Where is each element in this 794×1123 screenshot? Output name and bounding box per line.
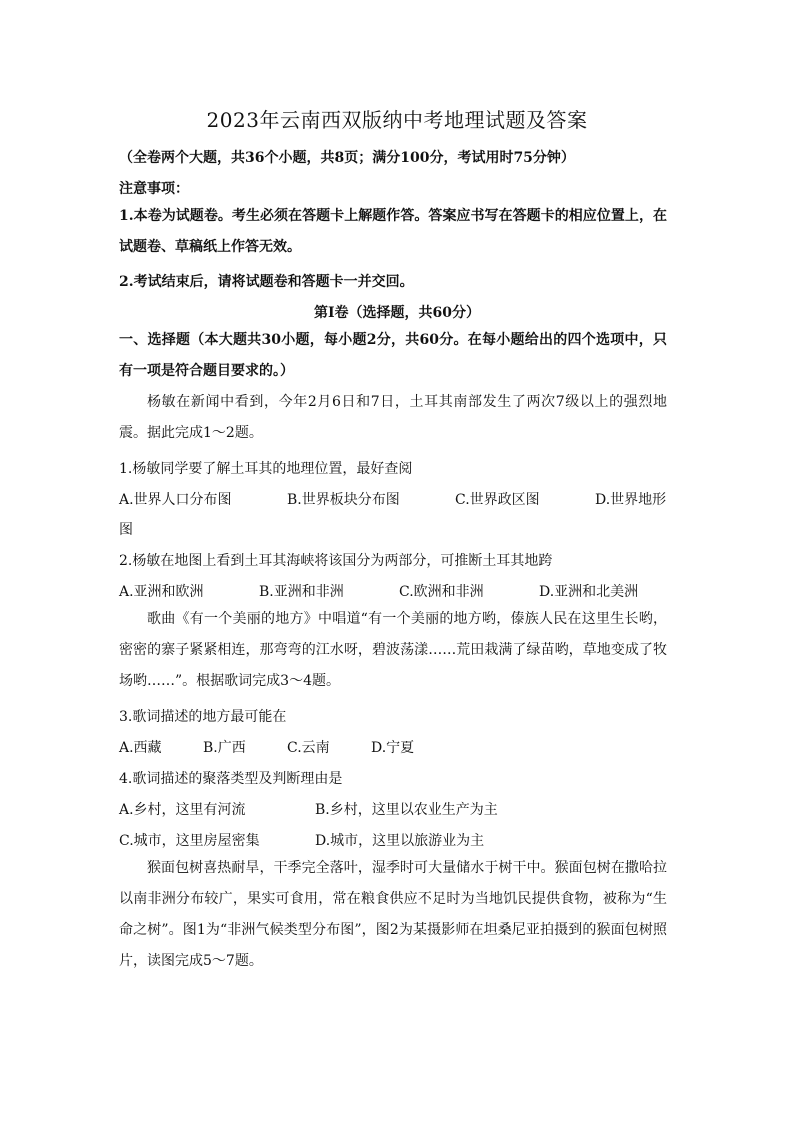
passage-2: 歌曲《有一个美丽的地方》中唱道“有一个美丽的地方哟，傣族人民在这里生长哟，密密的寨子紧紧相连，那弯弯的江水呀，碧波荡漾……荒田栽满了绿苗哟，草地变成了牧场哟……”。根据歌词完成3～4题。	[119, 611, 667, 689]
question-3-option-a: A.西藏	[119, 740, 162, 756]
question-1-option-c: C.世界政区图	[455, 492, 540, 508]
question-2-option-a: A.亚洲和欧洲	[119, 584, 204, 600]
question-4-option-a: A.乡村，这里有河流	[119, 802, 246, 818]
question-4-option-b: B.乡村，这里以农业生产为主	[315, 802, 498, 818]
question-1-option-b: B.世界板块分布图	[287, 492, 400, 508]
question-3-option-d: D.宁夏	[371, 740, 415, 756]
question-2-option-c: C.欧洲和非洲	[399, 584, 484, 600]
volume-title: 第I卷（选择题，共60分）	[313, 305, 481, 321]
question-1-option-d: D.世界地形	[595, 492, 667, 508]
question-2-option-d: D.亚洲和北美洲	[539, 584, 639, 600]
notice-item-1: 1.本卷为试题卷。考生必须在答题卡上解题作答。答案应书写在答题卡的相应位置上，在试题卷、草稿纸上作答无效。	[119, 208, 667, 255]
question-4-option-d: D.城市，这里以旅游业为主	[315, 833, 485, 849]
question-4-option-c: C.城市，这里房屋密集	[119, 833, 260, 849]
notice-item-2: 2.考试结束后，请将试题卷和答题卡一并交回。	[119, 274, 414, 290]
passage-1: 杨敏在新闻中看到，今年2月6日和7日，土耳其南部发生了两次7级以上的强烈地震。据此完成1～2题。	[119, 394, 667, 441]
question-4-stem: 4.歌词描述的聚落类型及判断理由是	[119, 771, 343, 787]
exam-info: （全卷两个大题，共36个小题，共8页；满分100分，考试用时75分钟）	[119, 150, 575, 166]
passage-3: 猴面包树喜热耐旱，干季完全落叶，湿季时可大量储水于树干中。猴面包树在撒哈拉以南非洲分布较广，果实可食用，常在粮食供应不足时为当地饥民提供食物，被称为“生命之树”。图1为“非洲气候类型分布图”，图2为某摄影师在坦桑尼亚拍摄到的猴面包树照片，读图完成5～7题。	[119, 860, 667, 969]
question-1-stem: 1.杨敏同学要了解土耳其的地理位置，最好查阅	[119, 461, 413, 477]
question-1-option-a: A.世界人口分布图	[119, 492, 232, 508]
notice-heading: 注意事项：	[119, 181, 189, 197]
question-1-option-d-continued: 图	[119, 522, 133, 538]
question-3-stem: 3.歌词描述的地方最可能在	[119, 709, 287, 725]
part1-heading: 一、选择题（本大题共30小题，每小题2分，共60分。在每小题给出的四个选项中，只有一项是符合题目要求的。）	[119, 332, 667, 379]
page-title: 2023年云南西双版纳中考地理试题及答案	[206, 108, 588, 132]
question-3-option-b: B.广西	[203, 740, 246, 756]
question-3-option-c: C.云南	[287, 740, 330, 756]
question-2-stem: 2.杨敏在地图上看到土耳其海峡将该国分为两部分，可推断土耳其地跨	[119, 553, 553, 569]
question-2-option-b: B.亚洲和非洲	[259, 584, 344, 600]
